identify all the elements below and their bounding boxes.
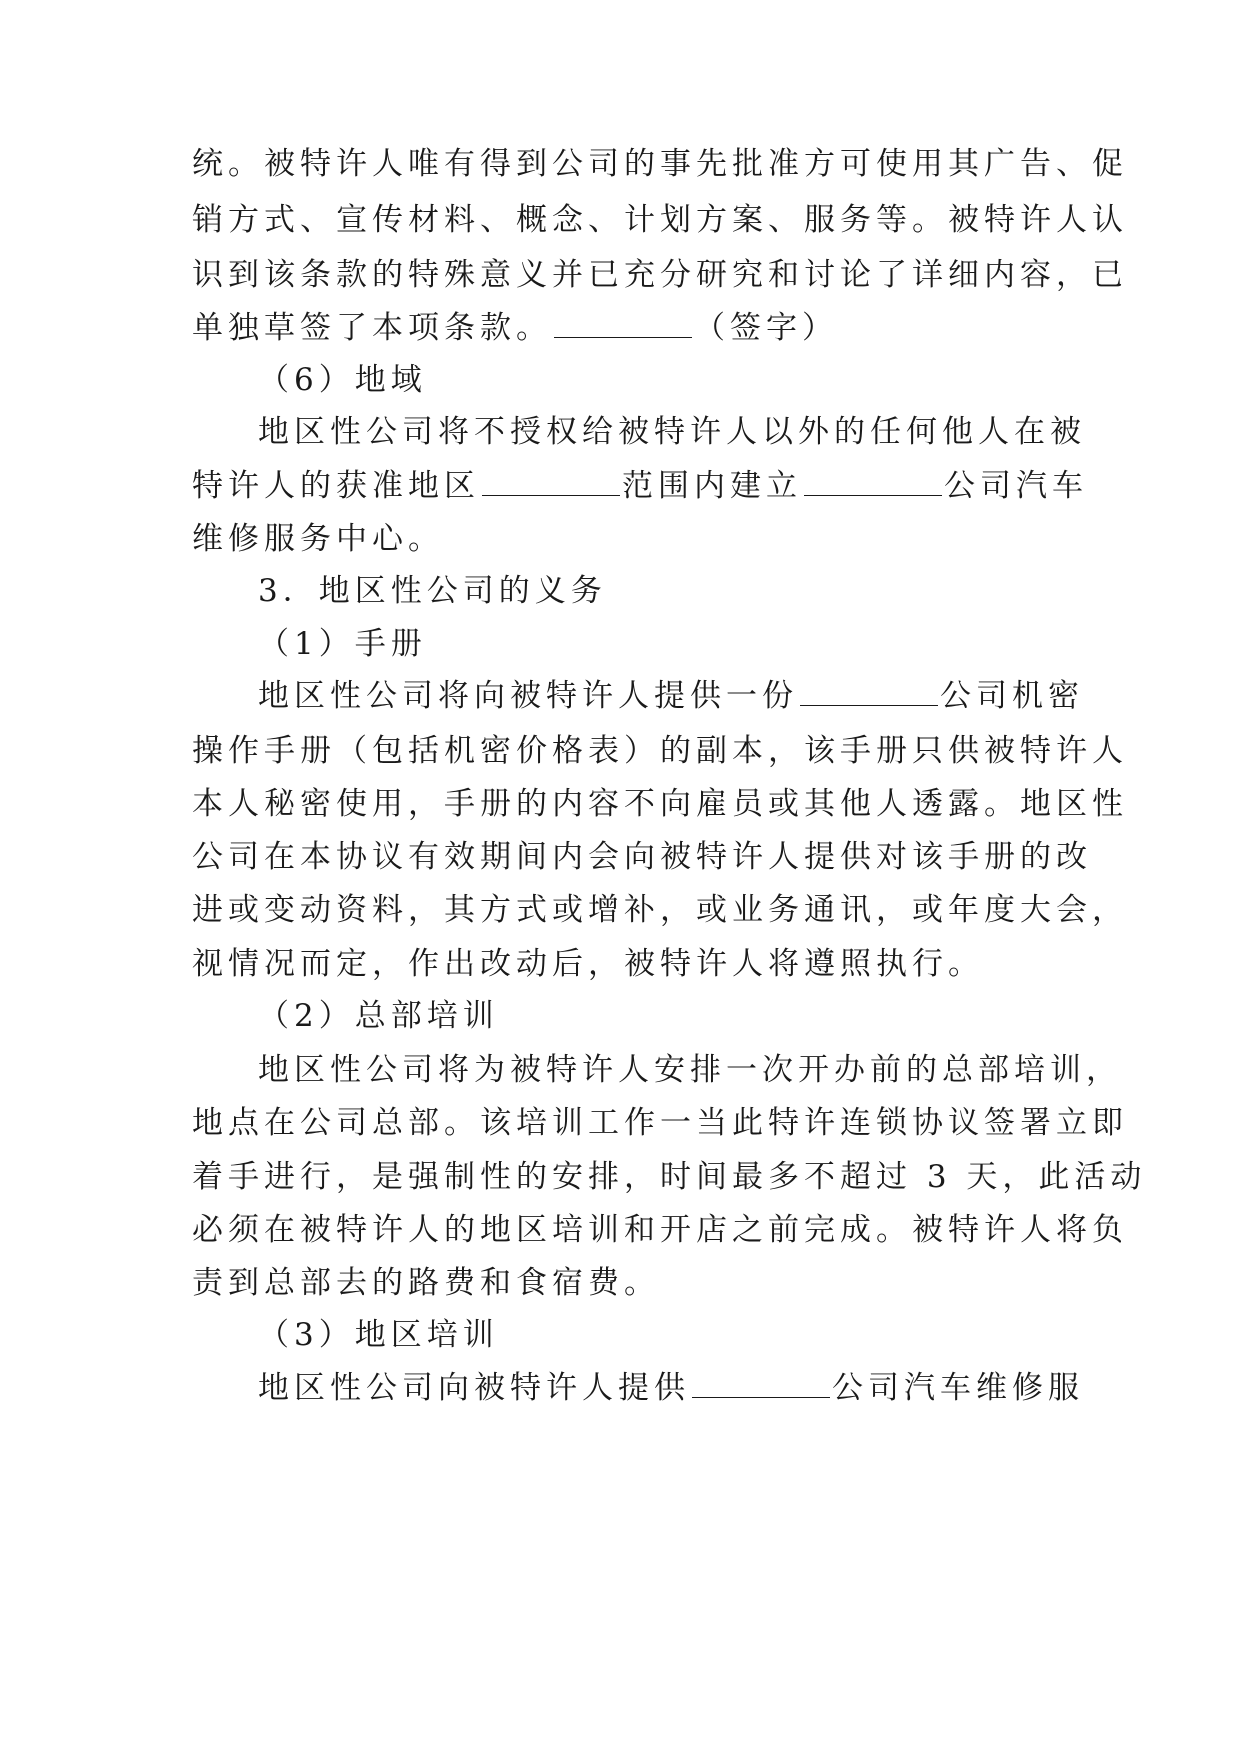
text-line: 操作手册（包括机密价格表）的副本，该手册只供被特许人 — [192, 733, 1128, 769]
text-line: 识到该条款的特殊意义并已充分研究和讨论了详细内容，已 — [192, 257, 1128, 293]
section-heading: （2）总部培训 — [258, 998, 499, 1034]
text-span: 特许人的获准地区 — [192, 468, 480, 504]
text-line: 地区性公司将为被特许人安排一次开办前的总部培训， — [258, 1052, 1122, 1088]
text-span: 公司机密 — [940, 678, 1084, 714]
section-heading: （3）地区培训 — [258, 1317, 499, 1353]
text-line: 维修服务中心。 — [192, 521, 444, 557]
text-line: 必须在被特许人的地区培训和开店之前完成。被特许人将负 — [192, 1212, 1128, 1248]
text-line — [192, 466, 1088, 506]
fill-blank — [800, 677, 938, 706]
section-heading: （6）地域 — [258, 362, 427, 398]
text-span: 单独草签了本项条款。 — [192, 310, 552, 346]
text-span: 地区性公司向被特许人提供 — [258, 1370, 690, 1406]
signature-blank — [554, 309, 692, 338]
section-heading: （1）手册 — [258, 626, 427, 662]
fill-blank — [692, 1369, 830, 1398]
text-line: 着手进行，是强制性的安排，时间最多不超过 3 天，此活动 — [192, 1159, 1147, 1195]
text-line: 本人秘密使用，手册的内容不向雇员或其他人透露。地区性 — [192, 786, 1128, 822]
text-line — [192, 308, 838, 348]
text-line: 统。被特许人唯有得到公司的事先批准方可使用其广告、促 — [192, 146, 1128, 182]
text-line: 公司在本协议有效期间内会向被特许人提供对该手册的改 — [192, 839, 1092, 875]
text-line — [258, 1368, 1084, 1408]
text-line: 地区性公司将不授权给被特许人以外的任何他人在被 — [258, 414, 1086, 450]
text-line: 地点在公司总部。该培训工作一当此特许连锁协议签署立即 — [192, 1105, 1128, 1141]
text-span: （签字） — [694, 310, 838, 346]
fill-blank — [804, 467, 942, 496]
text-line: 销方式、宣传材料、概念、计划方案、服务等。被特许人认 — [192, 202, 1128, 238]
text-line — [258, 676, 1084, 716]
text-line: 进或变动资料，其方式或增补，或业务通讯，或年度大会， — [192, 892, 1128, 928]
fill-blank — [482, 467, 620, 496]
text-line: 责到总部去的路费和食宿费。 — [192, 1265, 660, 1301]
text-span: 公司汽车维修服 — [832, 1370, 1084, 1406]
text-span: 公司汽车 — [944, 468, 1088, 504]
section-heading: 3．地区性公司的义务 — [258, 573, 607, 609]
text-span: 地区性公司将向被特许人提供一份 — [258, 678, 798, 714]
text-line: 视情况而定，作出改动后，被特许人将遵照执行。 — [192, 946, 984, 982]
text-span: 范围内建立 — [622, 468, 802, 504]
